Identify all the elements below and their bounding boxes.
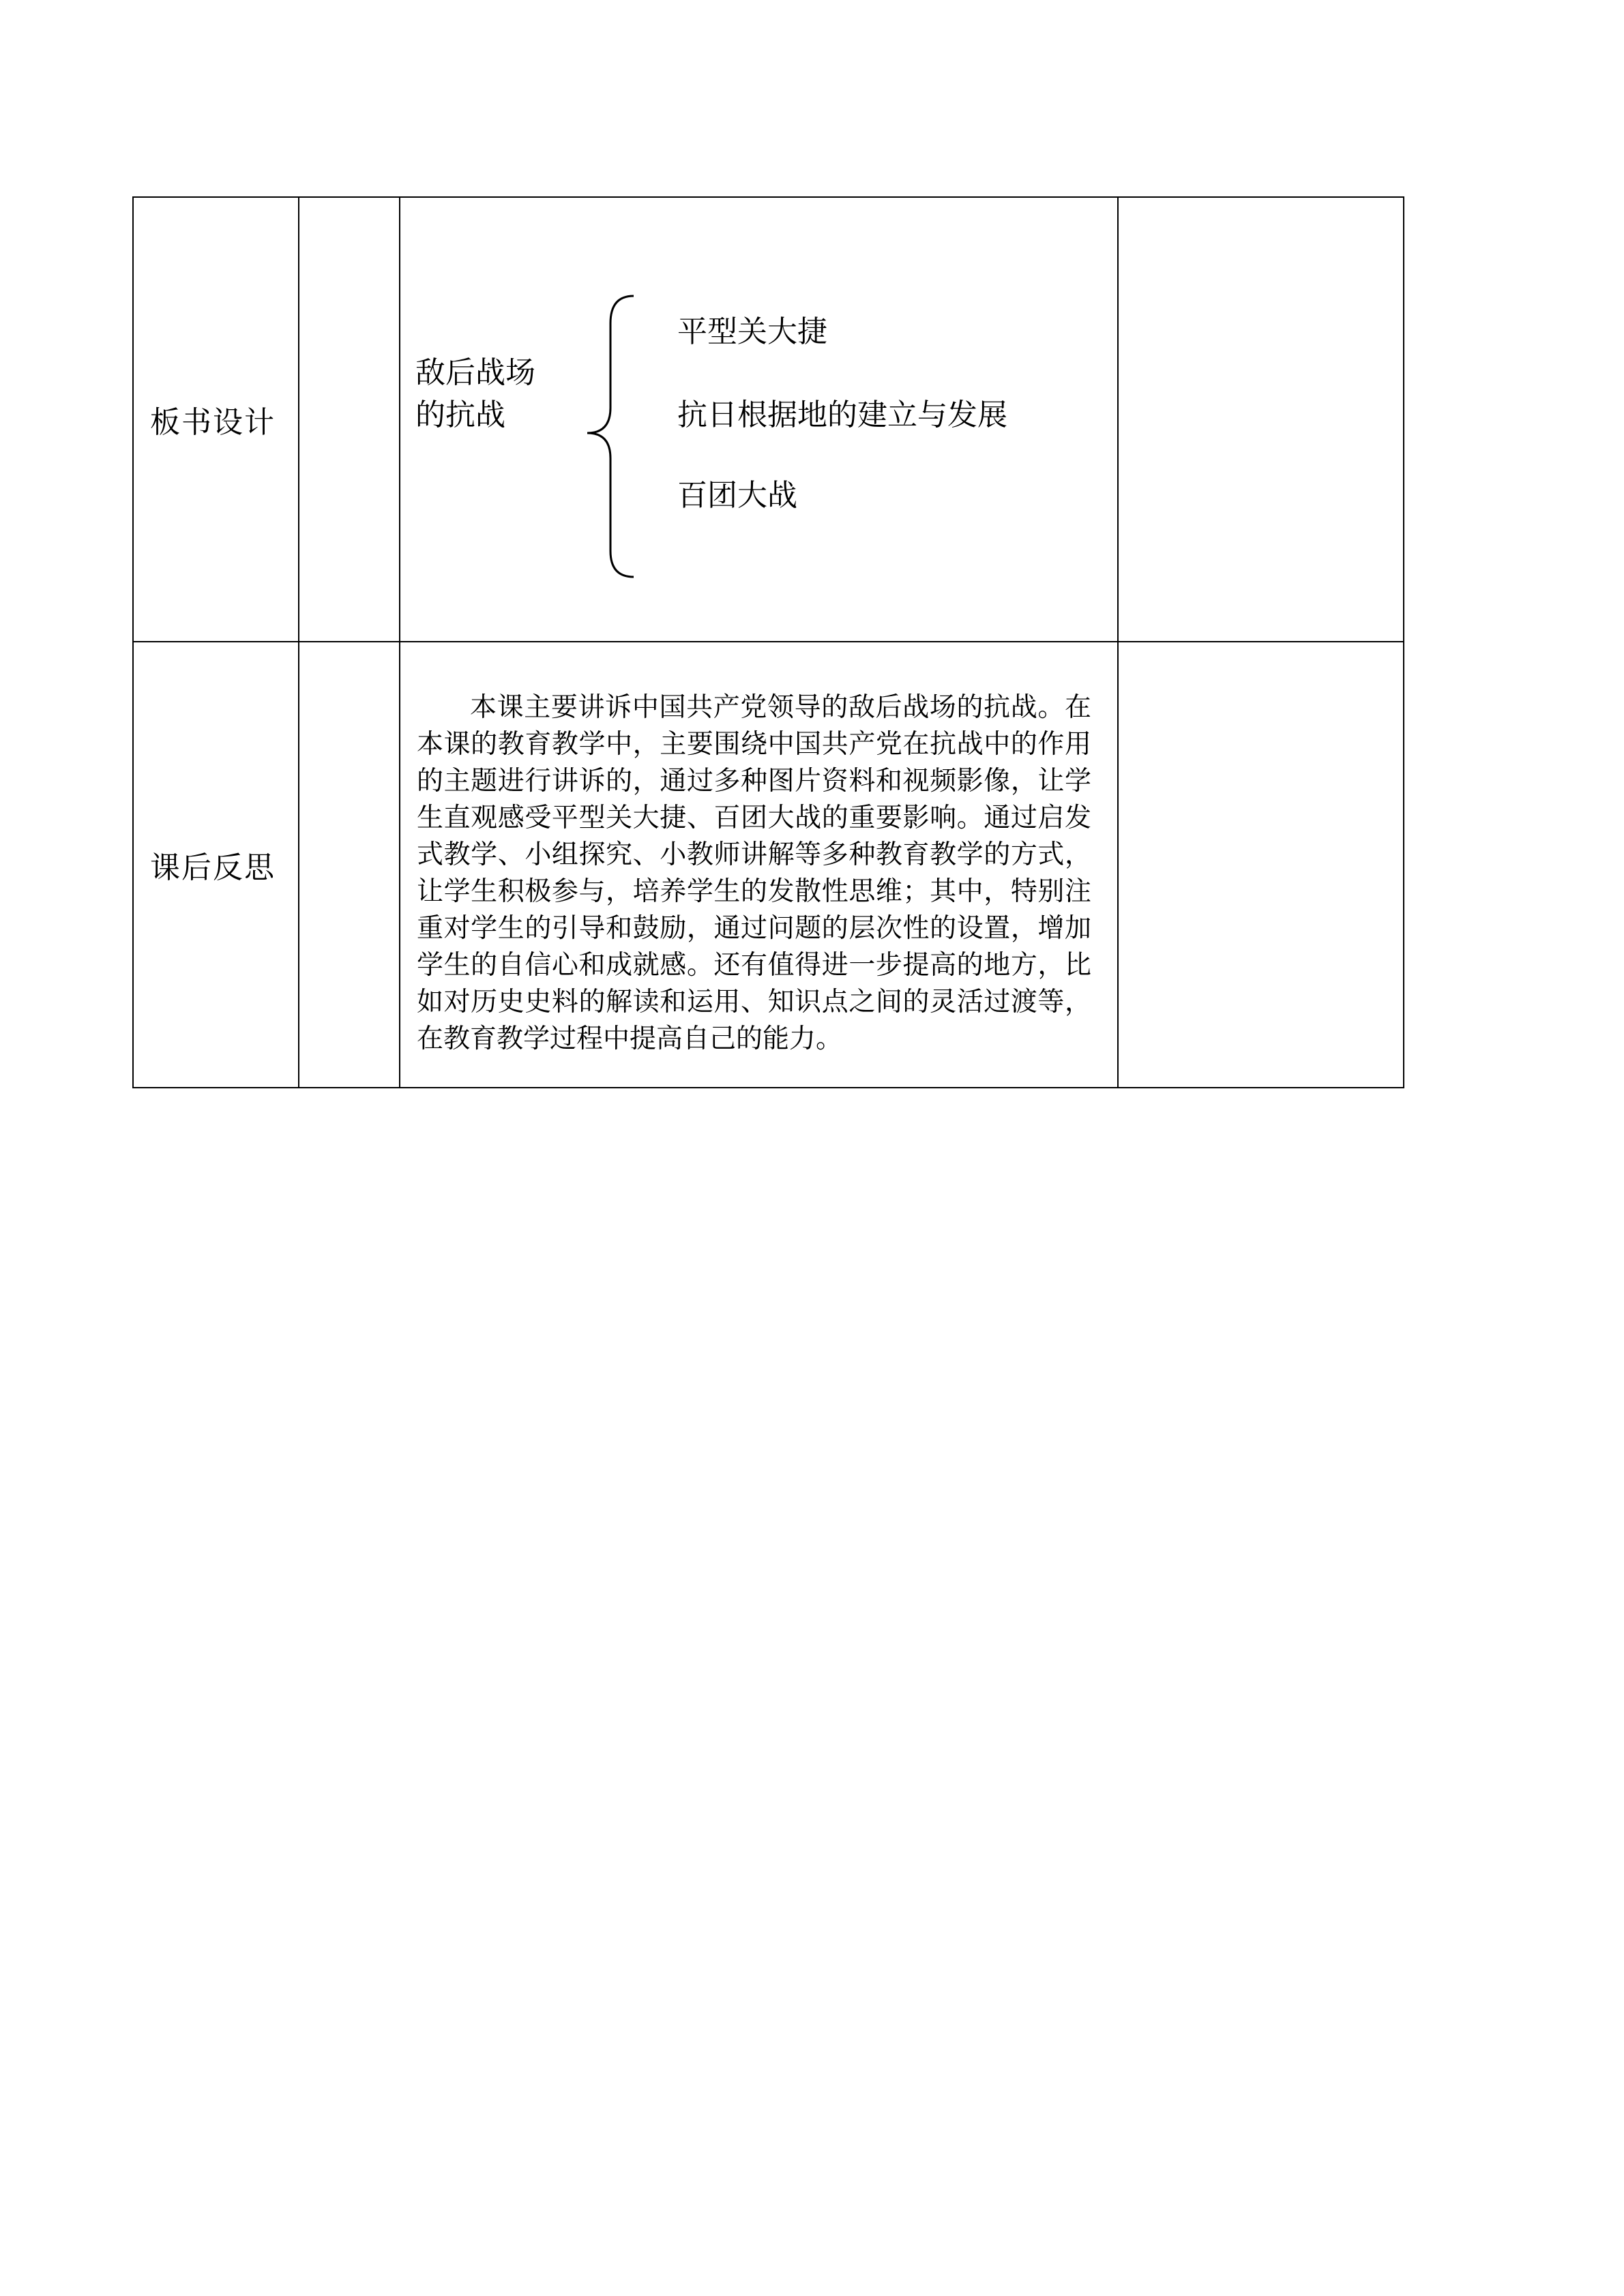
board-topic-line-2: 的抗战: [415, 398, 505, 432]
board-item-hundred-regiments: 百团大战: [677, 478, 797, 513]
board-item-base-areas: 抗日根据地的建立与发展: [677, 398, 1007, 432]
board-design-content-cell: [400, 197, 1118, 642]
reflection-label: 课后反思: [150, 850, 276, 885]
reflection-label-cell: [133, 642, 299, 1088]
board-design-blank-cell: [299, 197, 400, 642]
reflection-paragraph: 本课主要讲诉中国共产党领导的敌后战场的抗战。在本课的教育教学中，主要围绕中国共产党在抗战中的作用的主题进行讲诉的，通过多种图片资料和视频影像，让学生直观感受平型关大捷、百团大战的重要影响。通过启发式教学、小组探究、小教师讲解等多种教育教学的方式，让学生积极参与，培养学生的发散性思维；其中，特别注重对学生的引导和鼓励，通过问题的层次性的设置，增加学生的自信心和成就感。还有值得进一步提高的地方，比如对历史史料的解读和运用、知识点之间的灵活过渡等，在教育教学过程中提高自己的能力。: [417, 692, 1091, 1054]
curly-brace-icon: [585, 293, 660, 580]
board-item-pingxingguan: 平型关大捷: [677, 314, 827, 349]
board-design-row: [133, 197, 1404, 642]
board-design-label-cell: [133, 197, 299, 642]
reflection-extra-cell: [1118, 642, 1404, 1088]
board-design-label: 板书设计: [150, 405, 276, 440]
reflection-blank-cell: [299, 642, 400, 1088]
board-design-content: [400, 198, 1117, 641]
reflection-content-cell: [400, 642, 1118, 1088]
board-topic: [415, 352, 535, 436]
lesson-plan-table: [132, 196, 1404, 1088]
reflection-row: [133, 642, 1404, 1088]
board-topic-line-1: 敌后战场: [415, 355, 535, 390]
board-design-extra-cell: [1118, 197, 1404, 642]
